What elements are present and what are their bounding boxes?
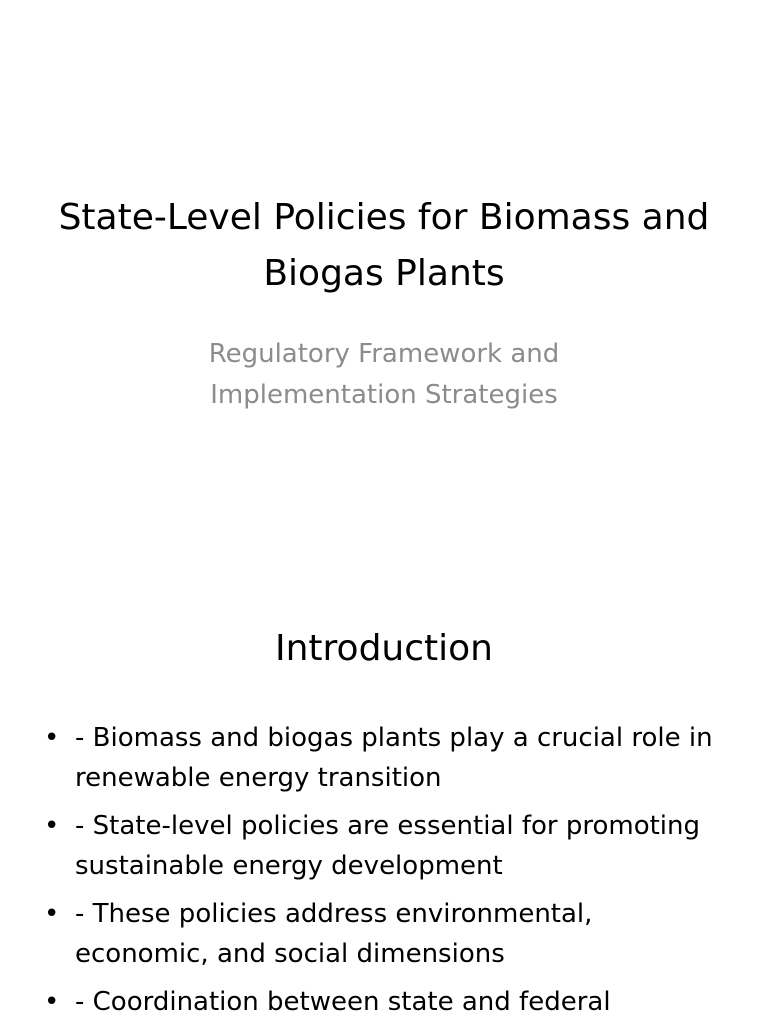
slide-subtitle: Regulatory Framework and Implementation Strategies <box>208 339 560 410</box>
slide-title: State-Level Policies for Biomass and Biogas Plants <box>58 197 710 294</box>
slide-heading: Introduction <box>274 628 493 669</box>
bullet-text: - Coordination between state and federal <box>75 987 611 1017</box>
bullet-item <box>40 894 730 974</box>
introduction-slide <box>0 576 768 1024</box>
bullet-text: - These policies address environmental, economic, and social dimensions <box>75 899 593 969</box>
bullet-text: - State-level policies are essential for promoting sustainable energy development <box>75 811 701 881</box>
bullet-dot-icon: • <box>44 987 60 1017</box>
bullet-item <box>40 718 730 798</box>
bullet-item <box>40 806 730 886</box>
bullet-dot-icon: • <box>44 723 60 753</box>
bullet-text: - Biomass and biogas plants play a crucial role in renewable energy transition <box>75 723 713 793</box>
bullet-dot-icon: • <box>44 811 60 841</box>
bullet-item <box>40 982 730 1022</box>
bullet-list <box>40 718 730 1024</box>
bullet-dot-icon: • <box>44 899 60 929</box>
